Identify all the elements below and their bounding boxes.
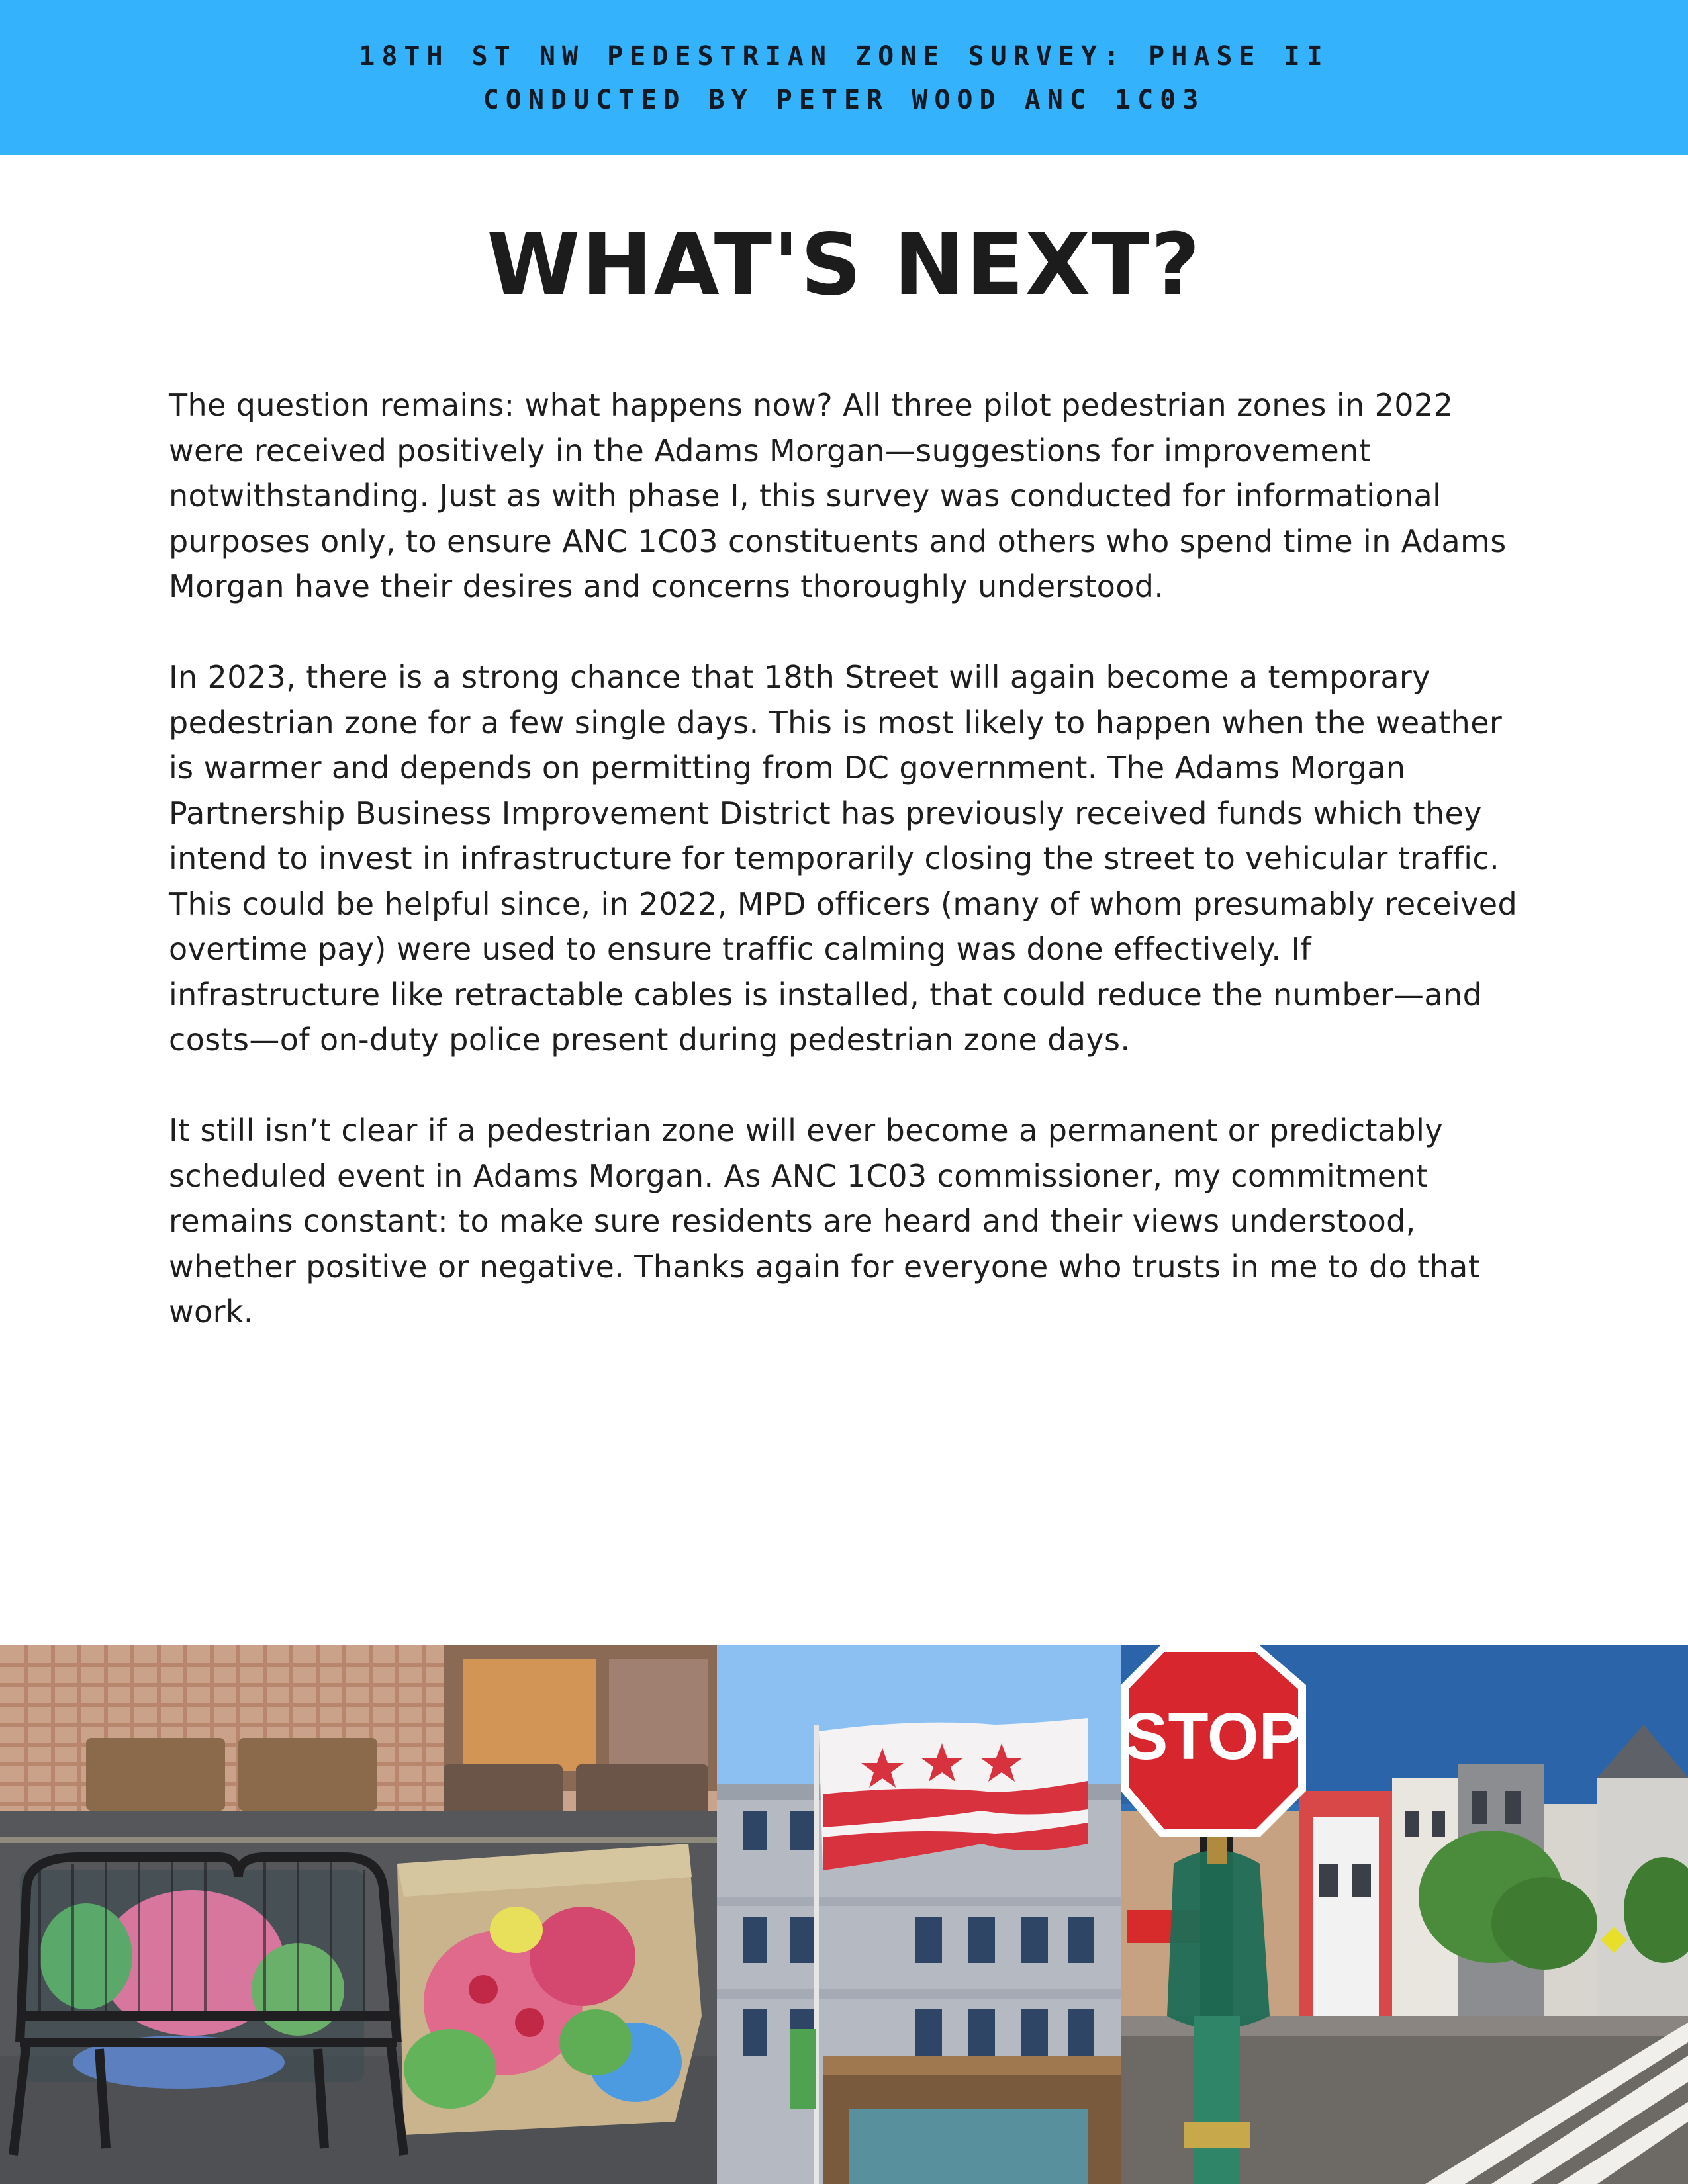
paragraph-1: The question remains: what happens now? All three pilot pedestrian zones in 2022 were received positively in the Adams Morgan—suggestions for improvement notwithstanding. Just as with phase I, this survey was conducted for informational purposes only, to ensure ANC 1C03 constituents and others who spend time in Adams Morgan have their desires and concerns thoroughly understood. (169, 387, 1507, 604)
header-banner (0, 0, 1688, 155)
paragraph-3: It still isn’t clear if a pedestrian zone will ever become a permanent or predictably scheduled event in Adams Morgan. As ANC 1C03 commissioner, my commitment remains constant: to make sure residents are heard and their views understood, whether positive or negative. Thanks again for everyone who trusts in me to do that work. (169, 1113, 1481, 1330)
survey-title: 18TH ST NW PEDESTRIAN ZONE SURVEY: PHASE II (359, 41, 1329, 71)
photo-dc-flag (717, 1645, 1121, 2184)
photo-stop-sign (1121, 1645, 1688, 2184)
stop-sign-text: STOP (1123, 1700, 1303, 1774)
body-text (169, 383, 1526, 1380)
photo-bench-barrier (0, 1645, 717, 2184)
survey-author: CONDUCTED BY PETER WOOD ANC 1C03 (483, 85, 1205, 115)
paragraph-2: In 2023, there is a strong chance that 18th Street will again become a temporary pedestrian zone for a few single days. This is most likely to happen when the weather is warmer and depends on permitting from DC government. The Adams Morgan Partnership Business Improvement District has previously received funds which they intend to invest in infrastructure for temporarily closing the street to vehicular traffic. This could be helpful since, in 2022, MPD officers (many of whom presumably received overtime pay) were used to ensure traffic calming was done effectively. If infrastructure like retractable cables is installed, that could reduce the number—and costs—of on-duty police present during pedestrian zone days. (169, 659, 1518, 1058)
page-title: WHAT'S NEXT? (487, 216, 1201, 314)
photo-strip (0, 1645, 1688, 2184)
